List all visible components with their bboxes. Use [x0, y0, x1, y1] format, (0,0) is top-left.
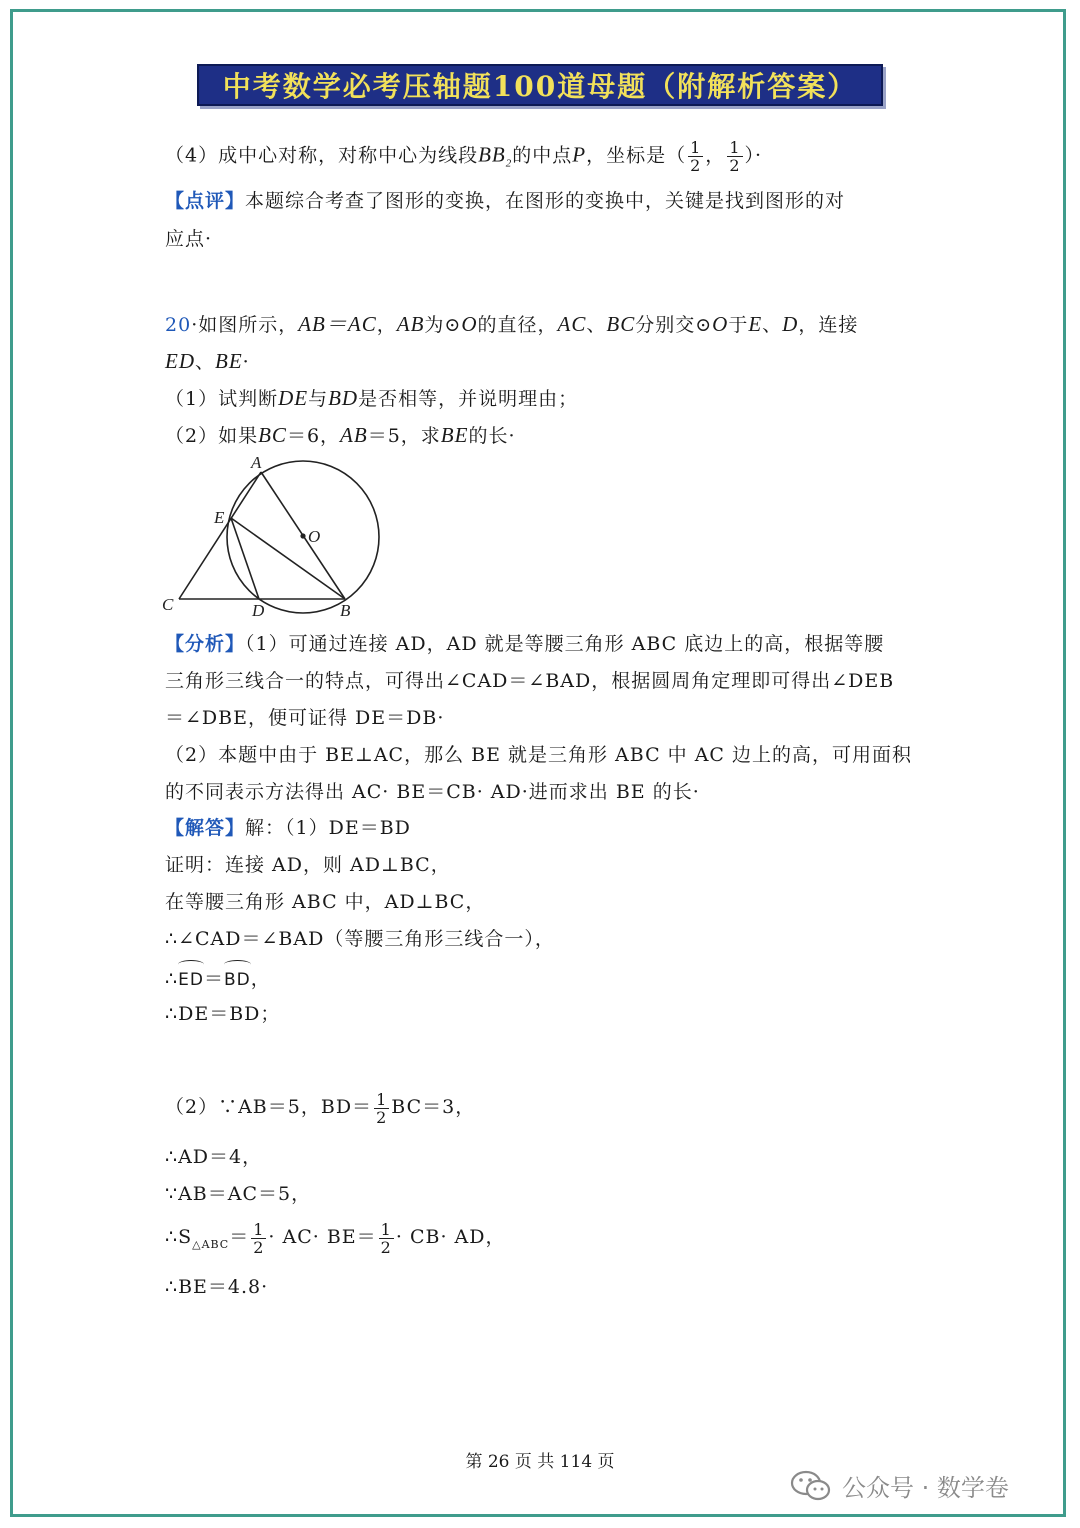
answer-line-2: 证明：连接 AD，则 AD⊥BC，	[165, 854, 451, 876]
fraction: $\frac{1}{2}$	[253, 1219, 265, 1257]
answer-line-6: ∴DE＝BD；	[165, 1003, 281, 1025]
prev-item4-line: （4）成中心对称，对称中心为线段$BB_2$的中点P，坐标是（ $\frac{1}{2}$ ， $\frac{1}{2}$ ）·	[165, 138, 763, 175]
problem-statement-line-1: 20·如图所示，AB＝AC，AB为⊙O的直径，AC、BC分别交⊙O于E、D，连接	[165, 312, 859, 336]
question-1: （1）试判断DE与BD是否相等，并说明理由；	[165, 386, 579, 410]
analysis-line-2: 三角形三线合一的特点，可得出∠CAD＝∠BAD，根据圆周角定理即可得出∠DEB	[165, 670, 895, 692]
arc-ed: ED	[178, 963, 204, 993]
center-point-o	[300, 533, 305, 538]
label-c: C	[162, 595, 174, 614]
analysis-line-3: ＝∠DBE，便可证得 DE＝DB·	[165, 707, 445, 729]
analysis-line-5: 的不同表示方法得出 AC· BE＝CB· AD·进而求出 BE 的长·	[165, 781, 700, 803]
fraction: $\frac{1}{2}$	[376, 1089, 388, 1127]
problem-statement-line-2: ED、BE·	[165, 349, 250, 373]
analysis-tag: 【分析】	[165, 633, 246, 655]
answer-part2-line-2: ∴AD＝4，	[165, 1146, 263, 1168]
answer-line-5: ∴ED＝BD，	[165, 963, 271, 993]
answer-part2-line-5: ∴BE＝4.8·	[165, 1276, 269, 1298]
arc-bd: BD	[224, 963, 251, 993]
problem-number: 20	[165, 314, 192, 336]
segment-eb	[231, 518, 345, 599]
fraction: $\frac{1}{2}$	[690, 138, 702, 175]
label-o: O	[308, 527, 321, 546]
fraction: $\frac{1}{2}$	[380, 1219, 392, 1257]
page-footer: 第 26 页 共 114 页	[465, 1452, 615, 1472]
answer-part2-line-3: ∵AB＝AC＝5，	[165, 1183, 312, 1205]
answer-line-3: 在等腰三角形 ABC 中，AD⊥BC，	[165, 891, 486, 913]
watermark-text: 公众号 · 数学卷	[842, 1474, 1009, 1502]
segment-ca	[179, 472, 261, 599]
title-banner	[197, 64, 883, 106]
analysis-line-1: 【分析】（1）可通过连接 AD，AD 就是等腰三角形 ABC 底边上的高，根据等腰	[165, 633, 885, 655]
fraction: $\frac{1}{2}$	[729, 138, 741, 175]
review-line-1: 【点评】本题综合考查了图形的变换，在图形的变换中，关键是找到图形的对	[165, 190, 846, 212]
label-a: A	[251, 453, 262, 472]
wechat-icon	[790, 1470, 832, 1502]
watermark	[790, 1468, 1009, 1503]
label-e: E	[214, 508, 225, 527]
geometry-figure	[155, 450, 395, 625]
question-2: （2）如果BC＝6，AB＝5，求BE的长·	[165, 423, 516, 447]
analysis-line-4: （2）本题中由于 BE⊥AC，那么 BE 就是三角形 ABC 中 AC 边上的高，可用面积	[165, 744, 912, 766]
answer-line-4: ∴∠CAD＝∠BAD（等腰三角形三线合一），	[165, 928, 555, 950]
label-b: B	[340, 601, 351, 620]
review-tag: 【点评】	[165, 190, 246, 212]
review-line-2: 应点·	[165, 228, 213, 250]
answer-part2-line-4: $\therefore S_{\triangle ABC}=$ $\frac{1}{2}$ · AC· BE＝ $\frac{1}{2}$ · CB· AD，	[165, 1219, 506, 1257]
answer-part2-line-1: （2）∵AB＝5，BD＝ $\frac{1}{2}$ BC＝3，	[165, 1089, 476, 1127]
label-d: D	[252, 601, 265, 620]
answer-tag: 【解答】	[165, 817, 246, 839]
answer-line-1: 【解答】解：（1）DE＝BD	[165, 817, 411, 839]
page-title: 中考数学必考压轴题100道母题（附解析答案）	[222, 70, 858, 103]
